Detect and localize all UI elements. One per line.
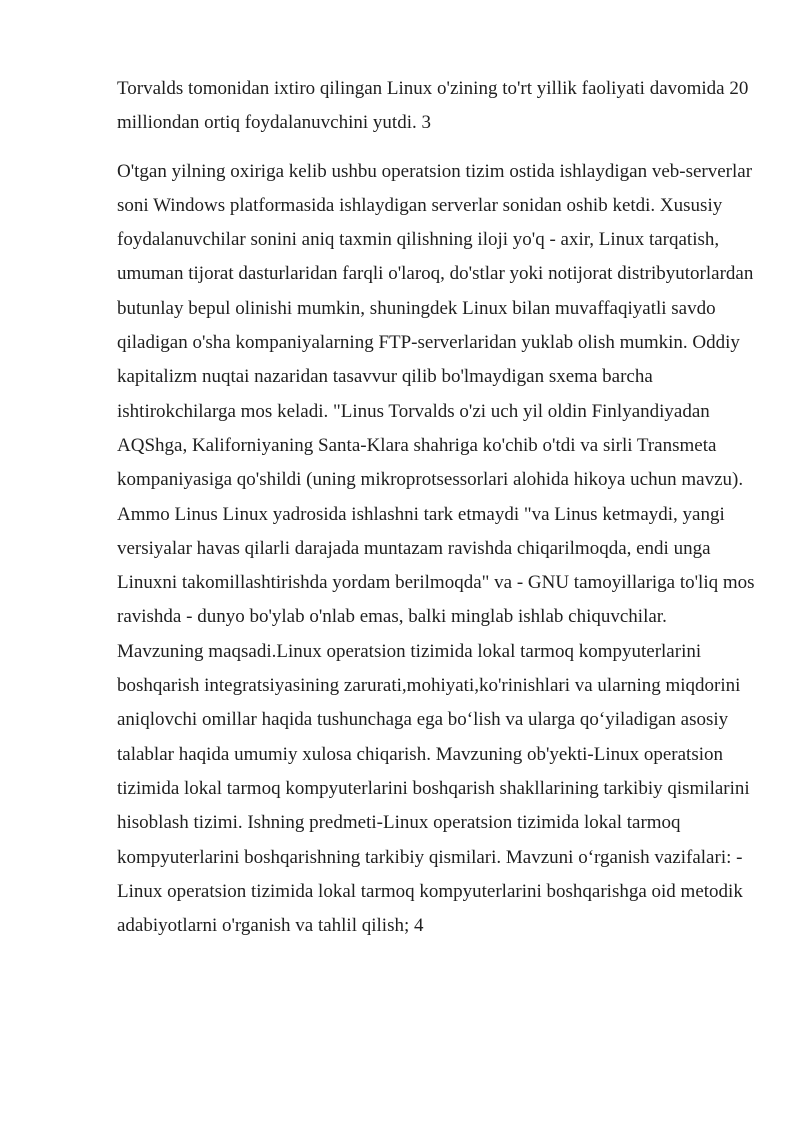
page-body (117, 72, 757, 943)
paragraph-main: O'tgan yilning oxiriga kelib ushbu operatsion tizim ostida ishlaydigan veb-serverlar soni Windows platformasida ishlaydigan serverlar sonidan oshib ketdi. Xususiy foydalanuvchilar sonini aniq taxmin qilishning iloji yo'q - axir, Linux tarqatish, umuman tijorat dasturlaridan farqli o'laroq, do'stlar yoki notijorat distribyutorlardan butunlay bepul olinishi mumkin, shuningdek Linux bilan muvaffaqiyatli savdo qiladigan o'sha kompaniyalarning FTP-serverlaridan yuklab olish mumkin. Oddiy kapitalizm nuqtai nazaridan tasavvur qilib bo'lmaydigan sxema barcha ishtirokchilarga mos keladi. "Linus Torvalds o'zi uch yil oldin Finlyandiyadan AQShga, Kaliforniyaning Santa-Klara shahriga ko'chib o'tdi va sirli Transmeta kompaniyasiga qo'shildi (uning mikroprotsessorlari alohida hikoya uchun mavzu). Ammo Linus Linux yadrosida ishlashni tark etmaydi "va Linus ketmaydi, yangi versiyalar havas qilarli darajada muntazam ravishda chiqarilmoqda, endi unga Linuxni takomillashtirishda yordam berilmoqda" va - GNU tamoyillariga to'liq mos ravishda - dunyo bo'ylab o'nlab emas, balki minglab ishlab chiquvchilar. Mavzuning maqsadi.Linux operatsion tizimida lokal tarmoq kompyuterlarini boshqarish integratsiyasining zarurati,mohiyati,ko'rinishlari va ularning miqdorini aniqlovchi omillar haqida tushunchaga ega bo‘lish va ularga qo‘yiladigan asosiy talablar haqida umumiy xulosa chiqarish. Mavzuning ob'yekti-Linux operatsion tizimida lokal tarmoq kompyuterlarini boshqarish shakllarining tarkibiy qismilarini hisoblash tizimi. Ishning predmeti-Linux operatsion tizimida lokal tarmoq kompyuterlarini boshqarishning tarkibiy qismilari. Mavzuni o‘rganish vazifalari: -Linux operatsion tizimida lokal tarmoq kompyuterlarini boshqarishga oid metodik adabiyotlarni o'rganish va tahlil qilish; 4 (117, 160, 755, 937)
paragraph-intro: Torvalds tomonidan ixtiro qilingan Linux o'zining to'rt yillik faoliyati davomida 20 milliondan ortiq foydalanuvchini yutdi. 3 (117, 78, 749, 134)
